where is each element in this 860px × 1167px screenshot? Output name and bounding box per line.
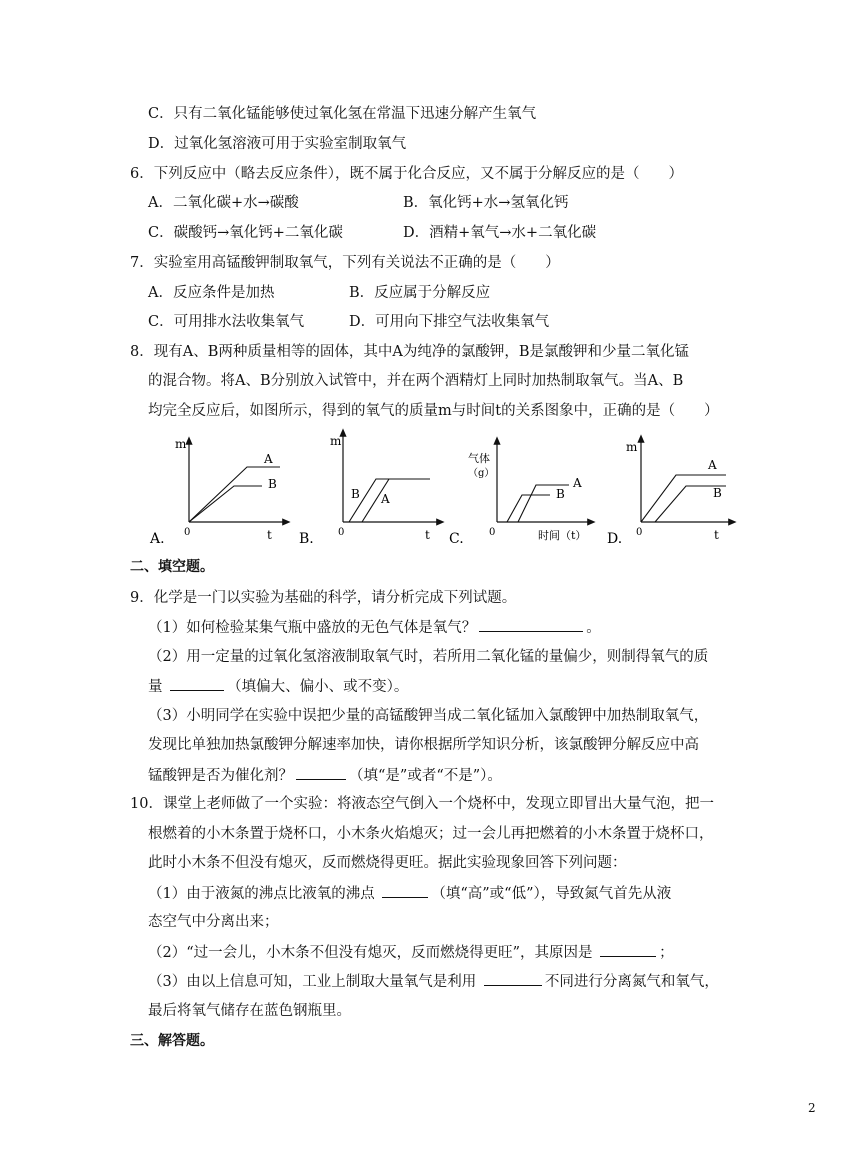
q8-stem-line3: 均完全反应后，如图所示，得到的氧气的质量m与时间t的关系图象中，正确的是（ ） [148,403,719,419]
q9-part3-line1: （3）小明同学在实验中误把少量的高锰酸钾当成二氧化锰加入氯酸钾中加热制取氧气， [148,708,709,724]
figure-d-label-b: B [713,486,722,500]
q6-option-a: A．二氧化碳+水→碳酸 [148,195,299,211]
figure-b-label-b: B [351,487,360,501]
q10-stem-line2: 根燃着的小木条置于烧杯口，小木条火焰熄灭；过一会儿再把燃着的小木条置于烧杯口， [148,826,714,842]
q9-part3-line3: 锰酸钾是否为催化剂？ （填“是”或者“不是”）。 [148,765,502,786]
figure-a-ylabel: m [175,437,187,451]
q7-option-a: A．反应条件是加热 [148,285,275,301]
q10-stem-line3: 此时小木条不但没有熄灭，反而燃烧得更旺。据此实验现象回答下列问题： [148,855,627,871]
figure-b-origin: 0 [338,527,345,538]
figure-a [149,437,287,547]
q10-blank-1[interactable] [382,883,428,898]
figure-a-xlabel: t [267,528,272,542]
q9-part2-line1: （2）用一定量的过氧化氢溶液制取氧气时，若所用二氧化锰的量偏少，则制得氧气的质 [148,649,709,665]
q7-option-b: B．反应属于分解反应 [349,285,491,301]
q9-blank-3[interactable] [296,765,346,780]
figure-a-curve-a [189,467,280,522]
q9-stem: 9．化学是一门以实验为基础的科学，请分析完成下列试题。 [130,590,517,606]
figure-b [299,432,441,547]
figure-c-option: C. [449,531,464,547]
q9-part3-line2: 发现比单独加热氯酸钾分解速率加快，请你根据所学知识分析，该氯酸钾分解反应中高 [148,737,699,753]
page-number: 2 [808,1101,816,1115]
figure-c-yunit: （g） [468,468,495,479]
figure-b-ylabel: m [330,434,342,448]
q7-option-d: D．可用向下排空气法收集氧气 [349,314,550,330]
section-3-heading: 三、解答题。 [130,1033,214,1049]
q9-part2-line2: 量 （填偏大、偏小、或不变）。 [148,676,408,697]
q10-blank-2[interactable] [600,942,656,957]
q6-option-d: D．酒精+氧气→水+二氧化碳 [403,225,597,241]
figure-c [449,440,592,547]
q7-stem: 7．实验室用高锰酸钾制取氧气，下列有关说法不正确的是（ ） [130,255,560,271]
q8-stem-line1: 8．现有A、B两种质量相等的固体，其中A为纯净的氯酸钾，B是氯酸钾和少量二氧化锰 [130,344,689,360]
figure-c-label-b: B [556,487,565,501]
figure-d-option: D. [607,531,623,547]
figure-a-option: A. [150,531,165,547]
q6-option-b: B．氧化钙+水→氢氧化钙 [403,195,569,211]
figure-c-xlabel: 时间（t） [538,529,587,542]
figure-b-xlabel: t [425,528,430,542]
q6-stem: 6．下列反应中（略去反应条件），既不属于化合反应，又不属于分解反应的是（ ） [130,166,683,182]
figure-a-label-a: A [264,452,273,466]
figure-a-curve-b [189,486,262,522]
q10-part1-line2: 态空气中分离出来； [148,914,279,930]
q10-stem-line1: 10．课堂上老师做了一个实验：将液态空气倒入一个烧杯中，发现立即冒出大量气泡，把一 [130,796,714,812]
q10-blank-3[interactable] [484,971,542,986]
q9-blank-1[interactable] [479,617,583,632]
section-2-heading: 二、填空题。 [130,559,214,575]
q8-figures [0,410,860,550]
figure-d-xlabel: t [714,528,719,542]
q6-option-c: C．碳酸钙→氧化钙+二氧化碳 [148,225,343,241]
figure-d-ylabel: m [626,440,638,454]
figure-c-label-a: A [573,476,582,490]
q9-blank-2[interactable] [170,676,224,691]
figure-a-origin: 0 [184,527,191,538]
figure-c-curve-b [507,495,550,522]
q5-option-d: D．过氧化氢溶液可用于实验室制取氧气 [148,136,407,152]
q7-option-c: C．可用排水法收集氧气 [148,314,305,330]
figure-d-label-a: A [708,458,717,472]
q10-part1-line1: （1）由于液氮的沸点比液氧的沸点 （填“高”或“低”），导致氮气首先从液 [148,883,671,904]
q5-option-c: C．只有二氧化锰能够使过氧化氢在常温下迅速分解产生氧气 [148,106,537,122]
figure-d-origin: 0 [636,527,643,538]
figure-c-origin: 0 [489,527,496,538]
q8-stem-line2: 的混合物。将A、B分别放入试管中，并在两个酒精灯上同时加热制取氧气。当A、B [148,373,684,389]
q10-part2: （2）“过一会儿，小木条不但没有熄灭，反而燃烧得更旺”，其原因是 ； [148,942,674,963]
q9-part1: （1）如何检验某集气瓶中盛放的无色气体是氧气？ 。 [148,617,601,638]
figure-b-label-a: A [381,492,390,506]
q10-part3-line1: （3）由以上信息可知，工业上制取大量氧气是利用 不同进行分离氮气和氧气， [148,971,719,992]
figure-c-ylabel: 气体 [468,452,490,465]
q10-part3-line2: 最后将氧气储存在蓝色钢瓶里。 [148,1003,351,1019]
figure-b-option: B. [299,531,314,547]
figure-d [607,438,733,547]
figure-a-label-b: B [268,477,277,491]
